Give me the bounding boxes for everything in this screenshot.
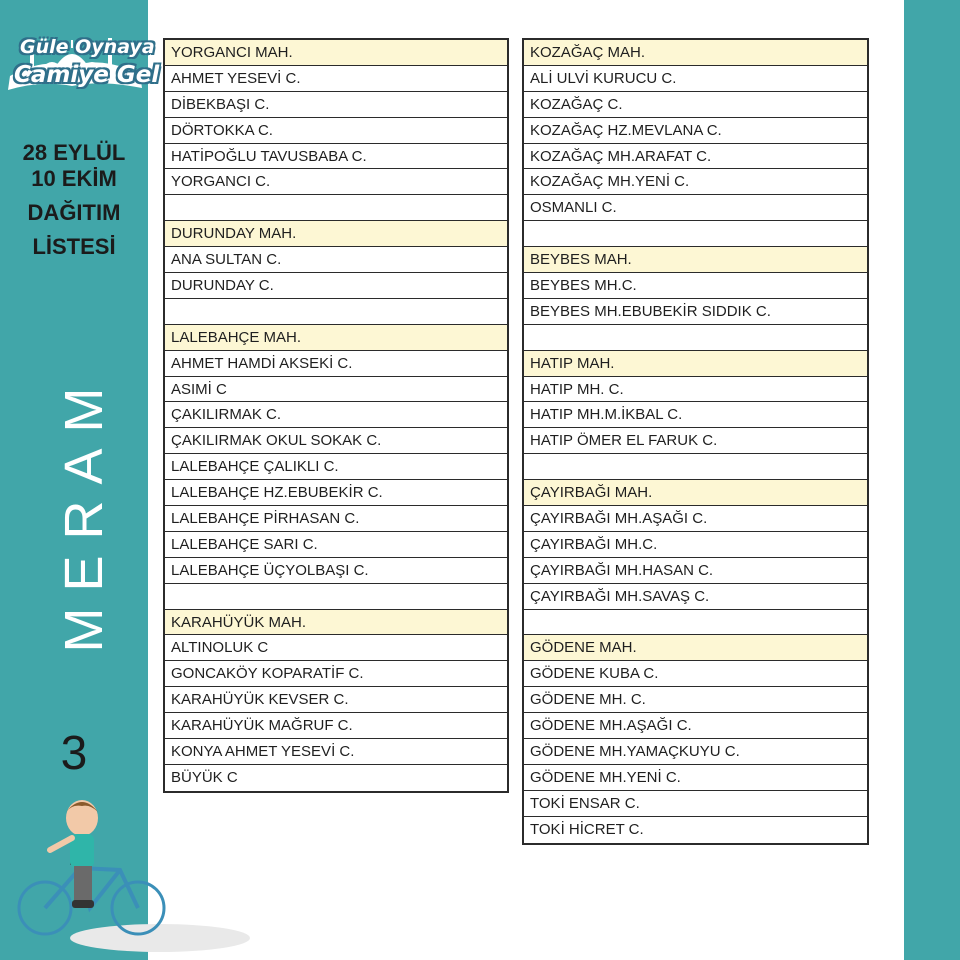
street-row: HATIP MH.M.İKBAL C. — [524, 402, 867, 428]
street-row: DURUNDAY C. — [165, 273, 507, 299]
page-number: 3 — [60, 727, 88, 780]
street-row: HATİPOĞLU TAVUSBABA C. — [165, 144, 507, 170]
street-row: HATIP MH. C. — [524, 377, 867, 403]
street-row: OSMANLI C. — [524, 195, 867, 221]
neighborhood-header: BEYBES MAH. — [524, 247, 867, 273]
district-name: MERAM — [54, 371, 114, 653]
street-row: TOKİ ENSAR C. — [524, 791, 867, 817]
boy-on-bicycle-illustration — [10, 790, 250, 955]
street-row: AHMET HAMDİ AKSEKİ C. — [165, 351, 507, 377]
neighborhood-header: DURUNDAY MAH. — [165, 221, 507, 247]
street-row: LALEBAHÇE ÜÇYOLBAŞI C. — [165, 558, 507, 584]
date-range — [0, 140, 148, 192]
street-row: LALEBAHÇE PİRHASAN C. — [165, 506, 507, 532]
empty-row — [165, 195, 507, 221]
distribution-table-left — [163, 38, 509, 793]
street-row: ÇAYIRBAĞI MH.AŞAĞI C. — [524, 506, 867, 532]
street-row: LALEBAHÇE ÇALIKLI C. — [165, 454, 507, 480]
street-row: KARAHÜYÜK KEVSER C. — [165, 687, 507, 713]
neighborhood-header: HATIP MAH. — [524, 351, 867, 377]
street-row: GÖDENE KUBA C. — [524, 661, 867, 687]
street-row: ASIMİ C — [165, 377, 507, 403]
title-line1: DAĞITIM — [27, 200, 121, 225]
street-row: ÇAKILIRMAK OKUL SOKAK C. — [165, 428, 507, 454]
street-row: KOZAĞAÇ C. — [524, 92, 867, 118]
street-row: BEYBES MH.C. — [524, 273, 867, 299]
street-row: BÜYÜK C — [171, 768, 238, 786]
date-end: 10 EKİM — [31, 166, 117, 191]
logo-text-line2: Camiye Gel — [14, 62, 160, 88]
street-row: HATIP ÖMER EL FARUK C. — [524, 428, 867, 454]
distribution-table-right — [522, 38, 869, 845]
empty-row — [165, 299, 507, 325]
street-row: GÖDENE MH.AŞAĞI C. — [524, 713, 867, 739]
street-row: AHMET YESEVİ C. — [165, 66, 507, 92]
street-row: KOZAĞAÇ MH.YENİ C. — [524, 169, 867, 195]
street-row: ALTINOLUK C — [165, 635, 507, 661]
street-row: GÖDENE MH.YAMAÇKUYU C. — [524, 739, 867, 765]
street-row: ALİ ULVİ KURUCU C. — [524, 66, 867, 92]
neighborhood-header: LALEBAHÇE MAH. — [165, 325, 507, 351]
street-row: KOZAĞAÇ HZ.MEVLANA C. — [524, 118, 867, 144]
street-row: LALEBAHÇE SARI C. — [165, 532, 507, 558]
street-row: BEYBES MH.EBUBEKİR SIDDIK C. — [524, 299, 867, 325]
neighborhood-header: YORGANCI MAH. — [165, 40, 507, 66]
logo-text-line1: Güle Oynaya — [20, 36, 155, 58]
street-row: ÇAYIRBAĞI MH.SAVAŞ C. — [524, 584, 867, 610]
right-decorative-strip — [904, 0, 960, 960]
street-row: ÇAKILIRMAK C. — [165, 402, 507, 428]
neighborhood-header: GÖDENE MAH. — [524, 635, 867, 661]
neighborhood-header: ÇAYIRBAĞI MAH. — [524, 480, 867, 506]
title-line2: LİSTESİ — [32, 234, 116, 259]
neighborhood-header: KARAHÜYÜK MAH. — [165, 610, 507, 636]
street-row: YORGANCI C. — [165, 169, 507, 195]
street-row: ÇAYIRBAĞI MH.C. — [524, 532, 867, 558]
list-title — [0, 196, 148, 264]
empty-row — [524, 454, 867, 480]
street-row: GONCAKÖY KOPARATİF C. — [165, 661, 507, 687]
street-row: DİBEKBAŞI C. — [165, 92, 507, 118]
date-start: 28 EYLÜL — [22, 140, 126, 165]
street-row: TOKİ HİCRET C. — [530, 820, 644, 838]
street-row: KONYA AHMET YESEVİ C. — [165, 739, 507, 765]
empty-row — [524, 610, 867, 636]
street-row: LALEBAHÇE HZ.EBUBEKİR C. — [165, 480, 507, 506]
street-row: GÖDENE MH.YENİ C. — [524, 765, 867, 791]
street-row: DÖRTOKKA C. — [165, 118, 507, 144]
neighborhood-header: KOZAĞAÇ MAH. — [524, 40, 867, 66]
street-row: KOZAĞAÇ MH.ARAFAT C. — [524, 144, 867, 170]
empty-row — [165, 584, 507, 610]
street-row: GÖDENE MH. C. — [524, 687, 867, 713]
empty-row — [524, 221, 867, 247]
street-row: ANA SULTAN C. — [165, 247, 507, 273]
street-row: KARAHÜYÜK MAĞRUF C. — [165, 713, 507, 739]
street-row: ÇAYIRBAĞI MH.HASAN C. — [524, 558, 867, 584]
empty-row — [524, 325, 867, 351]
